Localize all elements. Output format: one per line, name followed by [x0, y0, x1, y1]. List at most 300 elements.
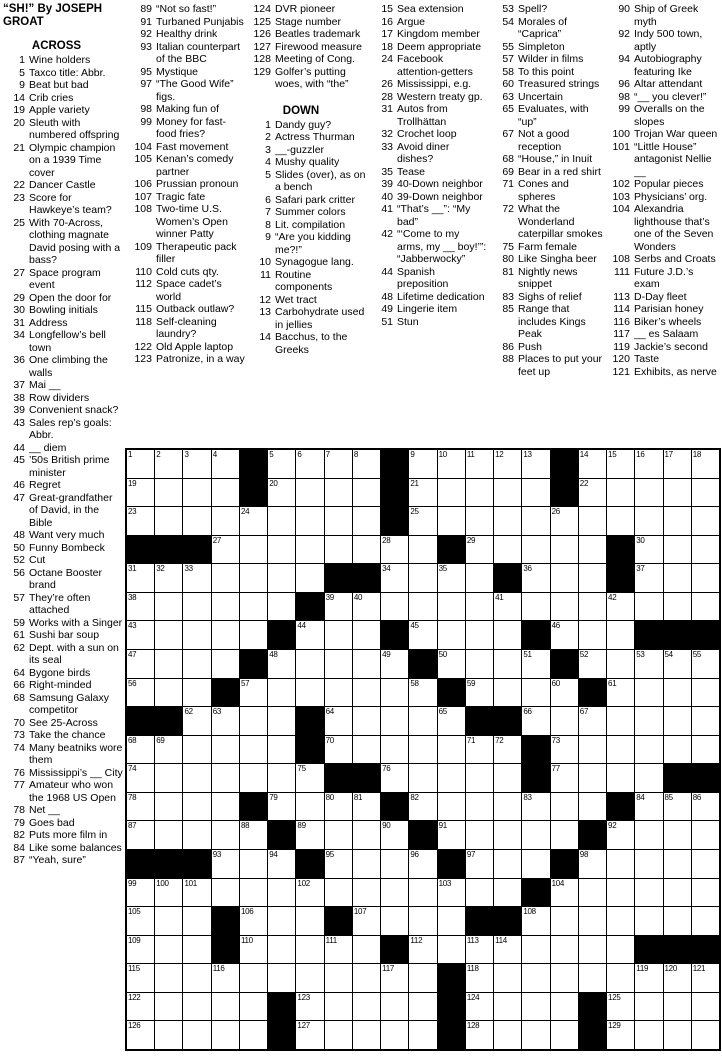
grid-cell[interactable]: [268, 936, 295, 964]
grid-cell[interactable]: [212, 964, 239, 992]
grid-cell[interactable]: [635, 764, 662, 792]
grid-cell[interactable]: [212, 650, 239, 678]
grid-cell[interactable]: [325, 993, 352, 1021]
grid-cell[interactable]: [551, 564, 578, 592]
grid-cell[interactable]: [635, 650, 662, 678]
grid-cell[interactable]: [494, 479, 521, 507]
grid-cell[interactable]: [635, 564, 662, 592]
grid-cell[interactable]: [409, 879, 436, 907]
grid-cell[interactable]: [607, 936, 634, 964]
grid-cell[interactable]: [692, 1021, 719, 1049]
grid-cell[interactable]: [438, 593, 465, 621]
grid-cell[interactable]: [127, 650, 154, 678]
grid-cell[interactable]: [353, 679, 380, 707]
grid-cell[interactable]: [183, 936, 210, 964]
grid-cell[interactable]: [409, 450, 436, 478]
grid-cell[interactable]: [494, 621, 521, 649]
grid-cell[interactable]: [551, 879, 578, 907]
grid-cell[interactable]: [325, 736, 352, 764]
grid-cell[interactable]: [664, 1021, 691, 1049]
grid-cell[interactable]: [466, 621, 493, 649]
grid-cell[interactable]: [466, 793, 493, 821]
grid-cell[interactable]: [579, 736, 606, 764]
grid-cell[interactable]: [325, 650, 352, 678]
grid-cell[interactable]: [240, 564, 267, 592]
grid-cell[interactable]: [183, 450, 210, 478]
grid-cell[interactable]: [438, 450, 465, 478]
grid-cell[interactable]: [381, 593, 408, 621]
grid-cell[interactable]: [325, 850, 352, 878]
grid-cell[interactable]: [325, 1021, 352, 1049]
grid-cell[interactable]: [494, 679, 521, 707]
grid-cell[interactable]: [635, 821, 662, 849]
grid-cell[interactable]: [607, 879, 634, 907]
grid-cell[interactable]: [664, 650, 691, 678]
grid-cell[interactable]: [466, 936, 493, 964]
grid-cell[interactable]: [127, 907, 154, 935]
grid-cell[interactable]: [692, 707, 719, 735]
grid-cell[interactable]: [494, 993, 521, 1021]
grid-cell[interactable]: [296, 621, 323, 649]
grid-cell[interactable]: [494, 450, 521, 478]
grid-cell[interactable]: [240, 850, 267, 878]
grid-cell[interactable]: [607, 993, 634, 1021]
grid-cell[interactable]: [381, 536, 408, 564]
grid-cell[interactable]: [551, 736, 578, 764]
grid-cell[interactable]: [155, 764, 182, 792]
grid-cell[interactable]: [381, 993, 408, 1021]
grid-cell[interactable]: [155, 793, 182, 821]
grid-cell[interactable]: [155, 736, 182, 764]
grid-cell[interactable]: [296, 564, 323, 592]
grid-cell[interactable]: [183, 764, 210, 792]
grid-cell[interactable]: [551, 993, 578, 1021]
grid-cell[interactable]: [325, 964, 352, 992]
grid-cell[interactable]: [692, 793, 719, 821]
grid-cell[interactable]: [635, 1021, 662, 1049]
grid-cell[interactable]: [607, 621, 634, 649]
grid-cell[interactable]: [494, 1021, 521, 1049]
grid-cell[interactable]: [296, 821, 323, 849]
grid-cell[interactable]: [579, 593, 606, 621]
grid-cell[interactable]: [551, 821, 578, 849]
grid-cell[interactable]: [635, 964, 662, 992]
grid-cell[interactable]: [522, 707, 549, 735]
grid-cell[interactable]: [664, 707, 691, 735]
grid-cell[interactable]: [607, 850, 634, 878]
grid-cell[interactable]: [127, 764, 154, 792]
grid-cell[interactable]: [212, 564, 239, 592]
grid-cell[interactable]: [409, 621, 436, 649]
grid-cell[interactable]: [551, 964, 578, 992]
grid-cell[interactable]: [240, 964, 267, 992]
grid-cell[interactable]: [127, 564, 154, 592]
grid-cell[interactable]: [494, 879, 521, 907]
grid-cell[interactable]: [353, 707, 380, 735]
grid-cell[interactable]: [240, 993, 267, 1021]
grid-cell[interactable]: [296, 536, 323, 564]
grid-cell[interactable]: [607, 736, 634, 764]
grid-cell[interactable]: [692, 679, 719, 707]
grid-cell[interactable]: [635, 850, 662, 878]
grid-cell[interactable]: [607, 593, 634, 621]
grid-cell[interactable]: [381, 850, 408, 878]
grid-cell[interactable]: [409, 907, 436, 935]
grid-cell[interactable]: [466, 564, 493, 592]
grid-cell[interactable]: [692, 964, 719, 992]
grid-cell[interactable]: [127, 736, 154, 764]
grid-cell[interactable]: [438, 621, 465, 649]
grid-cell[interactable]: [579, 479, 606, 507]
grid-cell[interactable]: [183, 564, 210, 592]
grid-cell[interactable]: [522, 593, 549, 621]
grid-cell[interactable]: [635, 536, 662, 564]
grid-cell[interactable]: [155, 679, 182, 707]
grid-cell[interactable]: [635, 593, 662, 621]
grid-cell[interactable]: [466, 593, 493, 621]
grid-cell[interactable]: [409, 964, 436, 992]
grid-cell[interactable]: [212, 1021, 239, 1049]
grid-cell[interactable]: [466, 821, 493, 849]
grid-cell[interactable]: [325, 679, 352, 707]
grid-cell[interactable]: [240, 879, 267, 907]
grid-cell[interactable]: [635, 707, 662, 735]
grid-cell[interactable]: [551, 707, 578, 735]
grid-cell[interactable]: [438, 764, 465, 792]
grid-cell[interactable]: [325, 507, 352, 535]
grid-cell[interactable]: [466, 879, 493, 907]
grid-cell[interactable]: [466, 679, 493, 707]
grid-cell[interactable]: [240, 764, 267, 792]
grid-cell[interactable]: [155, 1021, 182, 1049]
grid-cell[interactable]: [381, 907, 408, 935]
grid-cell[interactable]: [579, 964, 606, 992]
grid-cell[interactable]: [381, 707, 408, 735]
grid-cell[interactable]: [579, 564, 606, 592]
grid-cell[interactable]: [240, 593, 267, 621]
grid-cell[interactable]: [522, 793, 549, 821]
grid-cell[interactable]: [635, 507, 662, 535]
grid-cell[interactable]: [438, 507, 465, 535]
grid-cell[interactable]: [183, 821, 210, 849]
grid-cell[interactable]: [664, 507, 691, 535]
grid-cell[interactable]: [551, 507, 578, 535]
grid-cell[interactable]: [381, 679, 408, 707]
grid-cell[interactable]: [127, 879, 154, 907]
grid-cell[interactable]: [635, 736, 662, 764]
grid-cell[interactable]: [635, 993, 662, 1021]
grid-cell[interactable]: [438, 650, 465, 678]
grid-cell[interactable]: [325, 593, 352, 621]
grid-cell[interactable]: [268, 593, 295, 621]
grid-cell[interactable]: [212, 879, 239, 907]
grid-cell[interactable]: [183, 793, 210, 821]
grid-cell[interactable]: [409, 479, 436, 507]
grid-cell[interactable]: [409, 736, 436, 764]
grid-cell[interactable]: [325, 936, 352, 964]
grid-cell[interactable]: [607, 650, 634, 678]
grid-cell[interactable]: [438, 793, 465, 821]
grid-cell[interactable]: [579, 650, 606, 678]
grid-cell[interactable]: [381, 650, 408, 678]
grid-cell[interactable]: [353, 593, 380, 621]
grid-cell[interactable]: [183, 707, 210, 735]
grid-cell[interactable]: [664, 993, 691, 1021]
grid-cell[interactable]: [325, 879, 352, 907]
grid-cell[interactable]: [268, 450, 295, 478]
grid-cell[interactable]: [635, 450, 662, 478]
grid-cell[interactable]: [409, 593, 436, 621]
grid-cell[interactable]: [127, 993, 154, 1021]
grid-cell[interactable]: [240, 707, 267, 735]
grid-cell[interactable]: [155, 564, 182, 592]
grid-cell[interactable]: [551, 1021, 578, 1049]
grid-cell[interactable]: [183, 1021, 210, 1049]
grid-cell[interactable]: [325, 621, 352, 649]
grid-cell[interactable]: [579, 850, 606, 878]
grid-cell[interactable]: [381, 564, 408, 592]
grid-cell[interactable]: [607, 507, 634, 535]
grid-cell[interactable]: [607, 764, 634, 792]
grid-cell[interactable]: [183, 679, 210, 707]
grid-cell[interactable]: [664, 850, 691, 878]
grid-cell[interactable]: [522, 964, 549, 992]
grid-cell[interactable]: [494, 850, 521, 878]
grid-cell[interactable]: [353, 793, 380, 821]
grid-cell[interactable]: [183, 736, 210, 764]
grid-cell[interactable]: [381, 764, 408, 792]
grid-cell[interactable]: [155, 621, 182, 649]
grid-cell[interactable]: [296, 879, 323, 907]
grid-cell[interactable]: [183, 479, 210, 507]
grid-cell[interactable]: [664, 564, 691, 592]
grid-cell[interactable]: [409, 793, 436, 821]
grid-cell[interactable]: [183, 507, 210, 535]
grid-cell[interactable]: [155, 821, 182, 849]
grid-cell[interactable]: [183, 621, 210, 649]
grid-cell[interactable]: [494, 507, 521, 535]
grid-cell[interactable]: [466, 964, 493, 992]
grid-cell[interactable]: [127, 479, 154, 507]
grid-cell[interactable]: [551, 593, 578, 621]
grid-cell[interactable]: [127, 936, 154, 964]
grid-cell[interactable]: [155, 879, 182, 907]
grid-cell[interactable]: [296, 450, 323, 478]
grid-cell[interactable]: [353, 1021, 380, 1049]
grid-cell[interactable]: [579, 764, 606, 792]
grid-cell[interactable]: [183, 964, 210, 992]
grid-cell[interactable]: [664, 964, 691, 992]
grid-cell[interactable]: [635, 679, 662, 707]
grid-cell[interactable]: [296, 993, 323, 1021]
grid-cell[interactable]: [409, 536, 436, 564]
grid-cell[interactable]: [494, 593, 521, 621]
grid-cell[interactable]: [522, 536, 549, 564]
grid-cell[interactable]: [296, 793, 323, 821]
grid-cell[interactable]: [522, 907, 549, 935]
grid-cell[interactable]: [127, 593, 154, 621]
grid-cell[interactable]: [212, 736, 239, 764]
grid-cell[interactable]: [635, 907, 662, 935]
grid-cell[interactable]: [607, 821, 634, 849]
grid-cell[interactable]: [353, 964, 380, 992]
grid-cell[interactable]: [353, 821, 380, 849]
grid-cell[interactable]: [183, 907, 210, 935]
grid-cell[interactable]: [438, 821, 465, 849]
grid-cell[interactable]: [381, 821, 408, 849]
grid-cell[interactable]: [438, 479, 465, 507]
grid-cell[interactable]: [296, 907, 323, 935]
grid-cell[interactable]: [664, 593, 691, 621]
grid-cell[interactable]: [296, 650, 323, 678]
grid-cell[interactable]: [692, 479, 719, 507]
grid-cell[interactable]: [522, 993, 549, 1021]
grid-cell[interactable]: [409, 764, 436, 792]
grid-cell[interactable]: [155, 964, 182, 992]
grid-cell[interactable]: [353, 907, 380, 935]
grid-cell[interactable]: [466, 993, 493, 1021]
grid-cell[interactable]: [551, 793, 578, 821]
grid-cell[interactable]: [466, 507, 493, 535]
grid-cell[interactable]: [466, 450, 493, 478]
grid-cell[interactable]: [607, 479, 634, 507]
grid-cell[interactable]: [692, 821, 719, 849]
grid-cell[interactable]: [438, 707, 465, 735]
grid-cell[interactable]: [664, 879, 691, 907]
grid-cell[interactable]: [212, 507, 239, 535]
grid-cell[interactable]: [296, 936, 323, 964]
grid-cell[interactable]: [296, 964, 323, 992]
grid-cell[interactable]: [240, 507, 267, 535]
grid-cell[interactable]: [692, 536, 719, 564]
grid-cell[interactable]: [155, 593, 182, 621]
grid-cell[interactable]: [692, 564, 719, 592]
grid-cell[interactable]: [692, 993, 719, 1021]
grid-cell[interactable]: [494, 764, 521, 792]
grid-cell[interactable]: [664, 679, 691, 707]
grid-cell[interactable]: [127, 621, 154, 649]
grid-cell[interactable]: [353, 850, 380, 878]
grid-cell[interactable]: [268, 507, 295, 535]
grid-cell[interactable]: [212, 536, 239, 564]
grid-cell[interactable]: [607, 907, 634, 935]
grid-cell[interactable]: [240, 536, 267, 564]
grid-cell[interactable]: [353, 479, 380, 507]
grid-cell[interactable]: [268, 793, 295, 821]
grid-cell[interactable]: [183, 993, 210, 1021]
grid-cell[interactable]: [692, 450, 719, 478]
grid-cell[interactable]: [664, 479, 691, 507]
grid-cell[interactable]: [579, 536, 606, 564]
grid-cell[interactable]: [692, 907, 719, 935]
grid-cell[interactable]: [551, 764, 578, 792]
grid-cell[interactable]: [268, 879, 295, 907]
grid-cell[interactable]: [607, 964, 634, 992]
grid-cell[interactable]: [466, 764, 493, 792]
grid-cell[interactable]: [155, 650, 182, 678]
grid-cell[interactable]: [325, 479, 352, 507]
grid-cell[interactable]: [522, 564, 549, 592]
grid-cell[interactable]: [522, 679, 549, 707]
grid-cell[interactable]: [212, 479, 239, 507]
grid-cell[interactable]: [522, 479, 549, 507]
grid-cell[interactable]: [692, 507, 719, 535]
grid-cell[interactable]: [268, 907, 295, 935]
grid-cell[interactable]: [353, 936, 380, 964]
grid-cell[interactable]: [579, 936, 606, 964]
grid-cell[interactable]: [325, 707, 352, 735]
grid-cell[interactable]: [551, 679, 578, 707]
grid-cell[interactable]: [522, 1021, 549, 1049]
grid-cell[interactable]: [296, 507, 323, 535]
grid-cell[interactable]: [466, 736, 493, 764]
grid-cell[interactable]: [522, 507, 549, 535]
grid-cell[interactable]: [551, 621, 578, 649]
grid-cell[interactable]: [466, 650, 493, 678]
grid-cell[interactable]: [522, 650, 549, 678]
grid-cell[interactable]: [551, 907, 578, 935]
grid-cell[interactable]: [409, 564, 436, 592]
grid-cell[interactable]: [296, 1021, 323, 1049]
grid-cell[interactable]: [127, 679, 154, 707]
grid-cell[interactable]: [579, 907, 606, 935]
grid-cell[interactable]: [353, 650, 380, 678]
grid-cell[interactable]: [692, 850, 719, 878]
grid-cell[interactable]: [692, 593, 719, 621]
grid-cell[interactable]: [127, 793, 154, 821]
grid-cell[interactable]: [579, 879, 606, 907]
grid-cell[interactable]: [353, 621, 380, 649]
grid-cell[interactable]: [268, 764, 295, 792]
grid-cell[interactable]: [155, 450, 182, 478]
grid-cell[interactable]: [212, 793, 239, 821]
grid-cell[interactable]: [381, 1021, 408, 1049]
grid-cell[interactable]: [268, 850, 295, 878]
grid-cell[interactable]: [212, 993, 239, 1021]
grid-cell[interactable]: [579, 507, 606, 535]
grid-cell[interactable]: [438, 564, 465, 592]
grid-cell[interactable]: [268, 564, 295, 592]
grid-cell[interactable]: [522, 450, 549, 478]
grid-cell[interactable]: [635, 479, 662, 507]
grid-cell[interactable]: [325, 450, 352, 478]
grid-cell[interactable]: [522, 821, 549, 849]
grid-cell[interactable]: [409, 936, 436, 964]
grid-cell[interactable]: [381, 964, 408, 992]
grid-cell[interactable]: [494, 964, 521, 992]
grid-cell[interactable]: [664, 450, 691, 478]
grid-cell[interactable]: [296, 764, 323, 792]
grid-cell[interactable]: [353, 536, 380, 564]
grid-cell[interactable]: [127, 821, 154, 849]
grid-cell[interactable]: [607, 450, 634, 478]
grid-cell[interactable]: [494, 821, 521, 849]
grid-cell[interactable]: [635, 793, 662, 821]
grid-cell[interactable]: [212, 707, 239, 735]
grid-cell[interactable]: [240, 821, 267, 849]
grid-cell[interactable]: [155, 507, 182, 535]
grid-cell[interactable]: [240, 1021, 267, 1049]
grid-cell[interactable]: [212, 764, 239, 792]
grid-cell[interactable]: [664, 821, 691, 849]
grid-cell[interactable]: [353, 993, 380, 1021]
grid-cell[interactable]: [353, 507, 380, 535]
grid-cell[interactable]: [692, 736, 719, 764]
grid-cell[interactable]: [212, 821, 239, 849]
grid-cell[interactable]: [494, 736, 521, 764]
grid-cell[interactable]: [381, 879, 408, 907]
grid-cell[interactable]: [353, 450, 380, 478]
